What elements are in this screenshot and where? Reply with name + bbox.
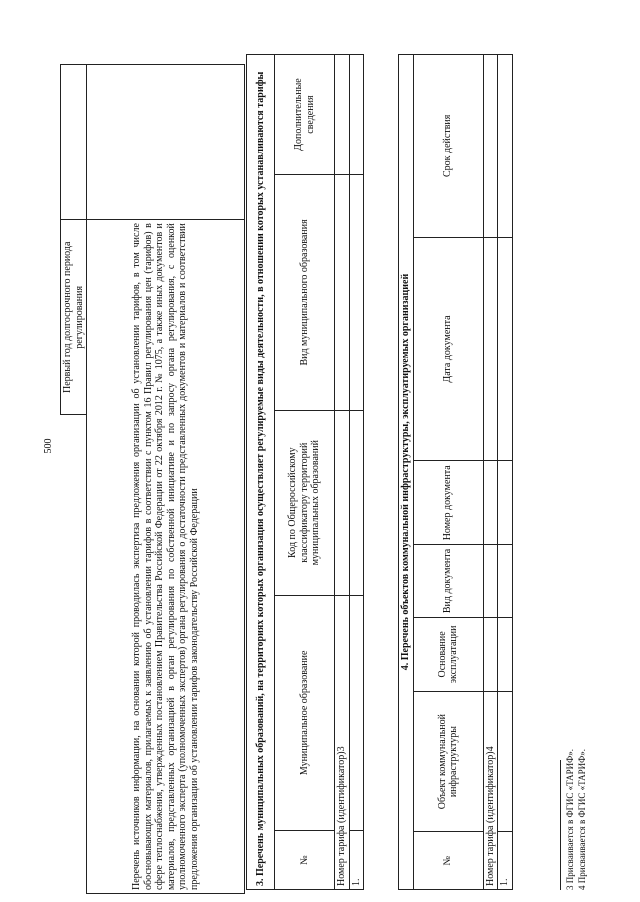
footnotes <box>564 590 588 890</box>
footnote-4: 4 Присваивается в ФГИС «ТАРИФ». <box>577 748 588 890</box>
tariff-number-row: Номер тарифа (идентификатор)4 <box>483 691 498 889</box>
blank-cell <box>498 55 513 238</box>
footnote-rule <box>560 760 561 890</box>
col-municipality-header: Муниципальное образование <box>275 595 335 830</box>
blank-cell <box>498 545 513 618</box>
infrastructure-table <box>398 54 513 890</box>
blank-cell <box>335 55 350 175</box>
col-doc-date-header: Дата документа <box>413 237 483 461</box>
sources-paragraph: Перечень источников информации, на основании которой проводилась экспертиза предложения организации об установлении тарифов, в том числе обосновывающих материалов, прилагаемых к заявлению об установлении тарифов в соответствии с пунктом 16 Правил регулирования цен (тарифов) в сфере теплоснабжения, утвержденных постановлением Правительства Российской Федерации от 22 октября 2012 г. № 1075, а также иных документов и материалов, представленных организацией в орган регулирования по собственной инициативе и по запросу органа регулирования, с оценкой уполномоченного эксперта (уполномоченных экспертов) органа регулирования о достаточности представленных документов и материалов и соответствии предложения организации об установлении тарифов законодательству Российской Федерации <box>87 220 245 894</box>
blank-cell <box>335 175 350 411</box>
col-number-header: № <box>275 831 335 890</box>
row-index: 1. <box>349 831 364 890</box>
blank-cell <box>61 65 87 220</box>
col-number-header: № <box>413 832 483 890</box>
page-number: 500 <box>43 438 54 454</box>
col-mun-type-header: Вид муниципального образования <box>275 175 335 411</box>
col-oktmo-header: Код по Общероссийскому классификатору территорий муниципальных образований <box>275 410 335 595</box>
blank-cell <box>483 461 498 545</box>
blank-cell <box>335 410 350 595</box>
blank-cell <box>349 595 364 830</box>
col-doc-number-header: Номер документа <box>413 461 483 545</box>
blank-cell <box>498 691 513 831</box>
blank-cell <box>483 55 498 238</box>
col-object-header: Объект коммунальной инфраструктуры <box>413 691 483 831</box>
municipal-table <box>246 54 364 890</box>
tariff-number-row: Номер тарифа (идентификатор)3 <box>335 595 350 889</box>
section3-title: 3. Перечень муниципальных образований, на территориях которых организация осуществляет регулируемые виды деятельности, в отношении которых устанавливаются тарифы <box>247 55 275 890</box>
blank-cell <box>483 617 498 691</box>
col-doc-type-header: Вид документа <box>413 545 483 618</box>
sources-table <box>60 64 245 894</box>
blank-cell <box>349 55 364 175</box>
blank-cell <box>483 545 498 618</box>
blank-cell <box>498 461 513 545</box>
first-year-header: Первый год долгосрочного периода регулирования <box>61 220 87 415</box>
section4-title: 4. Перечень объектов коммунальной инфраструктуры, эксплуатируемых организацией <box>399 55 414 890</box>
blank-cell <box>498 237 513 461</box>
blank-cell <box>87 65 245 220</box>
blank-cell <box>498 617 513 691</box>
col-extra-header: Дополнительные сведения <box>275 55 335 175</box>
row-index: 1. <box>498 832 513 890</box>
blank-cell <box>349 410 364 595</box>
blank-cell <box>61 415 87 894</box>
footnote-3: 3 Присваивается в ФГИС «ТАРИФ». <box>565 748 575 890</box>
col-basis-header: Основание эксплуатации <box>413 617 483 691</box>
blank-cell <box>349 175 364 411</box>
blank-cell <box>483 237 498 461</box>
col-term-header: Срок действия <box>413 55 483 238</box>
